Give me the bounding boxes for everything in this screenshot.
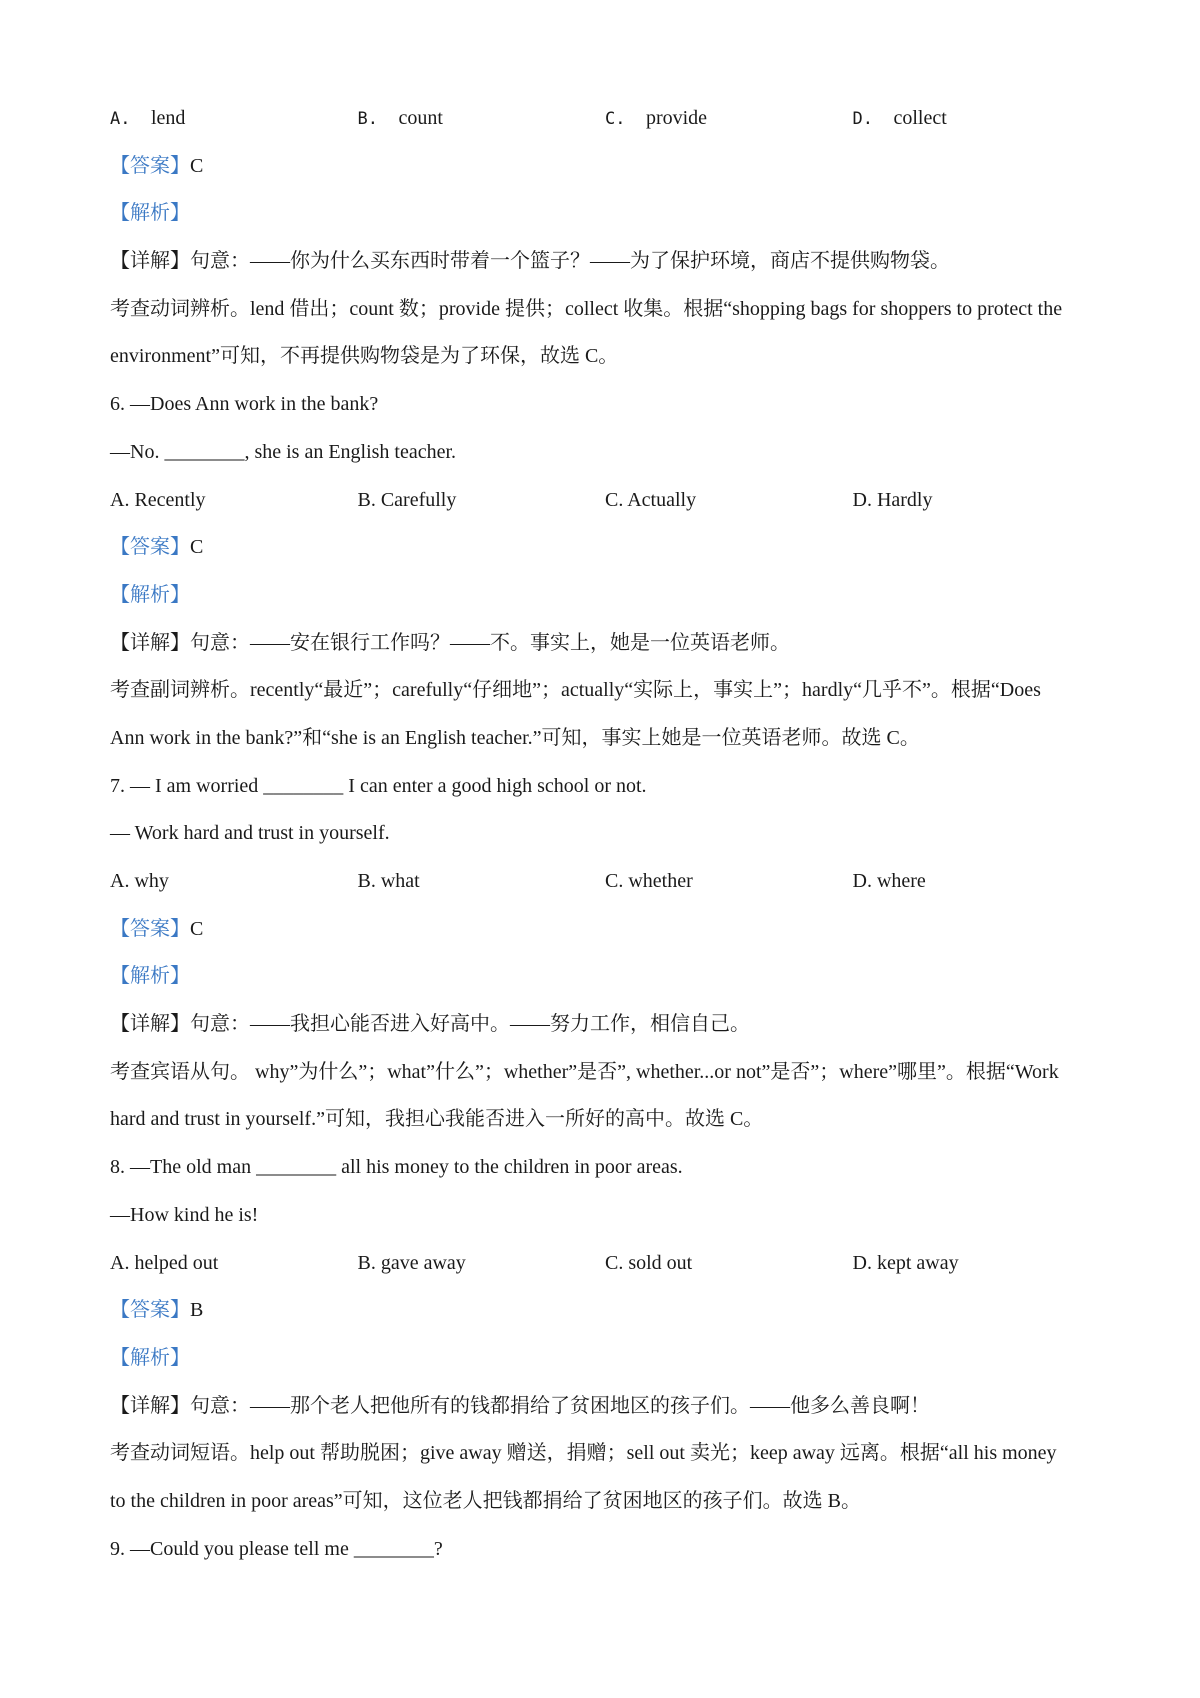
answer-value: C bbox=[190, 917, 204, 940]
q7-option-b: B. what bbox=[357, 870, 420, 892]
q6-explain-line-2: Ann work in the bank?”和“she is an English teacher.”可知，事实上她是一位英语老师。故选 C。 bbox=[110, 726, 920, 749]
answer-value: C bbox=[190, 154, 204, 177]
q5-option-a-letter: A. bbox=[110, 109, 131, 129]
q6-question-line-1: 6. —Does Ann work in the bank? bbox=[110, 393, 379, 416]
q7-option-c: C. whether bbox=[605, 870, 693, 892]
q5-option-b-letter: B. bbox=[357, 109, 378, 129]
detail-text: 句意：——你为什么买东西时带着一个篮子？——为了保护环境，商店不提供购物袋。 bbox=[190, 250, 950, 273]
q5-option-d bbox=[853, 95, 1101, 143]
answer-label: 【答案】 bbox=[110, 1299, 190, 1322]
q8-question-line-1: 8. —The old man ________ all his money to the children in poor areas. bbox=[110, 1156, 683, 1179]
q8-options bbox=[110, 1240, 1100, 1288]
q6-options bbox=[110, 477, 1100, 525]
detail-label: 【详解】 bbox=[110, 1394, 190, 1417]
q5-option-c-word: provide bbox=[645, 107, 708, 129]
answer-label: 【答案】 bbox=[110, 536, 190, 559]
q8-option-a: A. helped out bbox=[110, 1251, 219, 1274]
q6-answer bbox=[110, 524, 1100, 572]
q5-option-c bbox=[605, 95, 853, 143]
detail-text: 句意：——那个老人把他所有的钱都捐给了贫困地区的孩子们。——他多么善良啊！ bbox=[190, 1394, 930, 1417]
q8-explain-line-1: 考查动词短语。help out 帮助脱困；give away 赠送，捐赠；sell out 卖光；keep away 远离。根据“all his money bbox=[110, 1442, 1057, 1465]
q6-option-a: A. Recently bbox=[110, 488, 206, 511]
q5-option-b bbox=[358, 95, 606, 143]
q7-answer bbox=[110, 906, 1100, 954]
q5-option-d-word: collect bbox=[893, 107, 947, 129]
q5-analysis bbox=[110, 190, 1100, 238]
q6-option-b: B. Carefully bbox=[357, 488, 457, 511]
q8-explain-line-2: to the children in poor areas”可知，这位老人把钱都捐给了贫困地区的孩子们。故选 B。 bbox=[110, 1489, 862, 1512]
q5-options bbox=[110, 95, 1100, 143]
detail-label: 【详解】 bbox=[110, 250, 190, 273]
answer-value: C bbox=[190, 536, 204, 559]
q5-option-a-word: lend bbox=[150, 107, 186, 129]
q5-answer bbox=[110, 143, 1100, 191]
q8-option-d: D. kept away bbox=[852, 1251, 959, 1274]
q8-question-line-2: —How kind he is! bbox=[110, 1203, 259, 1226]
document-page bbox=[110, 95, 1100, 1573]
q7-option-d: D. where bbox=[852, 870, 926, 892]
q7-question-line-2: — Work hard and trust in yourself. bbox=[110, 822, 390, 845]
answer-label: 【答案】 bbox=[110, 154, 190, 177]
detail-text: 句意：——我担心能否进入好高中。——努力工作，相信自己。 bbox=[190, 1013, 750, 1036]
q6-option-c: C. Actually bbox=[605, 488, 697, 511]
q5-detail bbox=[110, 238, 1100, 286]
analysis-label: 【解析】 bbox=[110, 202, 190, 225]
q5-explain-line-1: 考查动词辨析。lend 借出；count 数；provide 提供；collect 收集。根据“shopping bags for shoppers to protect the bbox=[110, 297, 1063, 320]
detail-label: 【详解】 bbox=[110, 1013, 190, 1036]
q7-explain-line-2: hard and trust in yourself.”可知，我担心我能否进入一所好的高中。故选 C。 bbox=[110, 1108, 764, 1131]
answer-value: B bbox=[190, 1299, 204, 1322]
detail-text: 句意：——安在银行工作吗？——不。事实上，她是一位英语老师。 bbox=[190, 631, 790, 654]
detail-label: 【详解】 bbox=[110, 631, 190, 654]
q7-options bbox=[110, 858, 1100, 906]
q6-analysis bbox=[110, 572, 1100, 620]
q9-question-line-1: 9. —Could you please tell me ________? bbox=[110, 1537, 443, 1560]
q5-option-d-letter: D. bbox=[852, 109, 873, 129]
q6-option-d: D. Hardly bbox=[852, 488, 933, 511]
q8-option-c: C. sold out bbox=[605, 1251, 693, 1274]
q7-analysis bbox=[110, 953, 1100, 1001]
q7-explain-line-1: 考查宾语从句。 why”为什么”；what”什么”；whether”是否”, whether...or not”是否”；where”哪里”。根据“Work bbox=[110, 1060, 1059, 1083]
analysis-label: 【解析】 bbox=[110, 583, 190, 606]
analysis-label: 【解析】 bbox=[110, 1346, 190, 1369]
q7-option-a: A. why bbox=[110, 870, 169, 892]
analysis-label: 【解析】 bbox=[110, 965, 190, 988]
q8-analysis bbox=[110, 1335, 1100, 1383]
q8-option-b: B. gave away bbox=[357, 1251, 466, 1274]
q6-question-line-2: —No. ________, she is an English teacher. bbox=[110, 440, 457, 463]
q7-detail bbox=[110, 1001, 1100, 1049]
answer-label: 【答案】 bbox=[110, 917, 190, 940]
q6-detail bbox=[110, 620, 1100, 668]
q5-explain-line-2: environment”可知，不再提供购物袋是为了环保，故选 C。 bbox=[110, 345, 619, 368]
q5-option-a bbox=[110, 95, 358, 143]
q5-option-c-letter: C. bbox=[605, 109, 626, 129]
q7-question-line-1: 7. — I am worried ________ I can enter a good high school or not. bbox=[110, 774, 647, 797]
q6-explain-line-1: 考查副词辨析。recently“最近”；carefully“仔细地”；actually“实际上，事实上”；hardly“几乎不”。根据“Does bbox=[110, 679, 1041, 702]
q5-option-b-word: count bbox=[398, 107, 443, 129]
q8-detail bbox=[110, 1383, 1100, 1431]
q8-answer bbox=[110, 1287, 1100, 1335]
